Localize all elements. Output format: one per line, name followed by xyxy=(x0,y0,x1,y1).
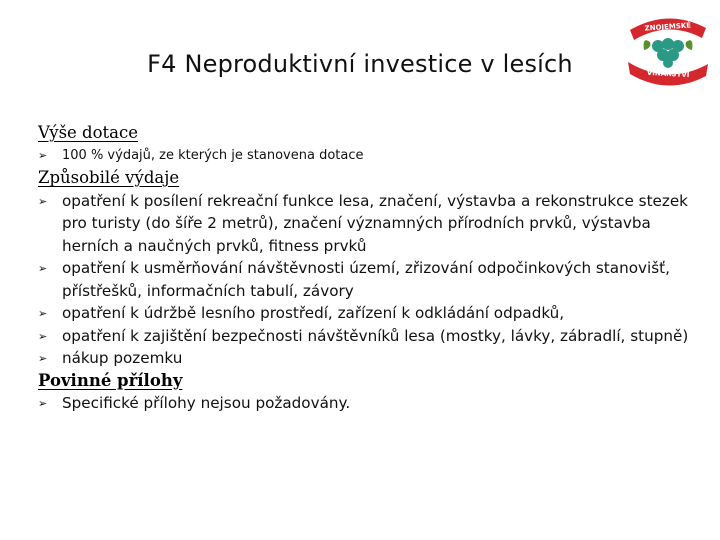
list-item-text: 100 % výdajů, ze kterých je stanovena dotace xyxy=(62,147,364,163)
list-item xyxy=(38,257,698,302)
svg-text:ZNOJEMSKÉ: ZNOJEMSKÉ xyxy=(644,21,692,33)
list-item-text: opatření k usměrňování návštěvnosti území, zřizování odpočinkových stanovišť, přístřešků, informačních tabulí, závory xyxy=(62,259,670,300)
list-povinne-prilohy xyxy=(38,392,698,415)
section-heading-povinne-prilohy: Povinné přílohy xyxy=(38,370,183,390)
list-item-text: Specifické přílohy nejsou požadovány. xyxy=(62,394,351,412)
section-heading-vyse-dotace: Výše dotace xyxy=(38,123,139,142)
list-item xyxy=(38,392,698,415)
list-item xyxy=(38,325,698,348)
list-item xyxy=(38,347,698,370)
page-title: F4 Neproduktivní investice v lesích xyxy=(147,50,573,78)
list-zpusobile-vydaje xyxy=(38,190,698,370)
arrow-right-icon: ➢ xyxy=(38,397,48,410)
list-item xyxy=(38,302,698,325)
list-item xyxy=(38,145,698,168)
slide-content xyxy=(38,122,698,415)
section-heading-zpusobile-vydaje: Způsobilé výdaje xyxy=(38,168,180,187)
arrow-right-icon: ➢ xyxy=(38,307,48,320)
arrow-right-icon: ➢ xyxy=(38,262,48,275)
list-vyse-dotace xyxy=(38,145,698,168)
list-item-text: opatření k zajištění bezpečnosti návštěvníků lesa (mostky, lávky, zábradlí, stupně) xyxy=(62,326,689,345)
list-item-text: opatření k údržbě lesního prostředí, zařízení k odkládání odpadků, xyxy=(62,304,565,322)
list-item xyxy=(38,190,698,258)
znojemske-vinarstvi-logo xyxy=(622,6,714,90)
list-item-text: opatření k posílení rekreační funkce lesa, značení, výstavba a rekonstrukce stezek pro turisty (do šíře 2 metrů), značení významných přírodních prvků, výstavba herních a naučných prvků, fitness prvků xyxy=(62,191,688,255)
svg-text:VINAŘSTVÍ: VINAŘSTVÍ xyxy=(646,68,690,80)
arrow-right-icon: ➢ xyxy=(38,352,48,365)
list-item-text: nákup pozemku xyxy=(62,349,183,367)
arrow-right-icon: ➢ xyxy=(38,148,48,162)
arrow-right-icon: ➢ xyxy=(38,194,48,208)
arrow-right-icon: ➢ xyxy=(38,329,48,343)
